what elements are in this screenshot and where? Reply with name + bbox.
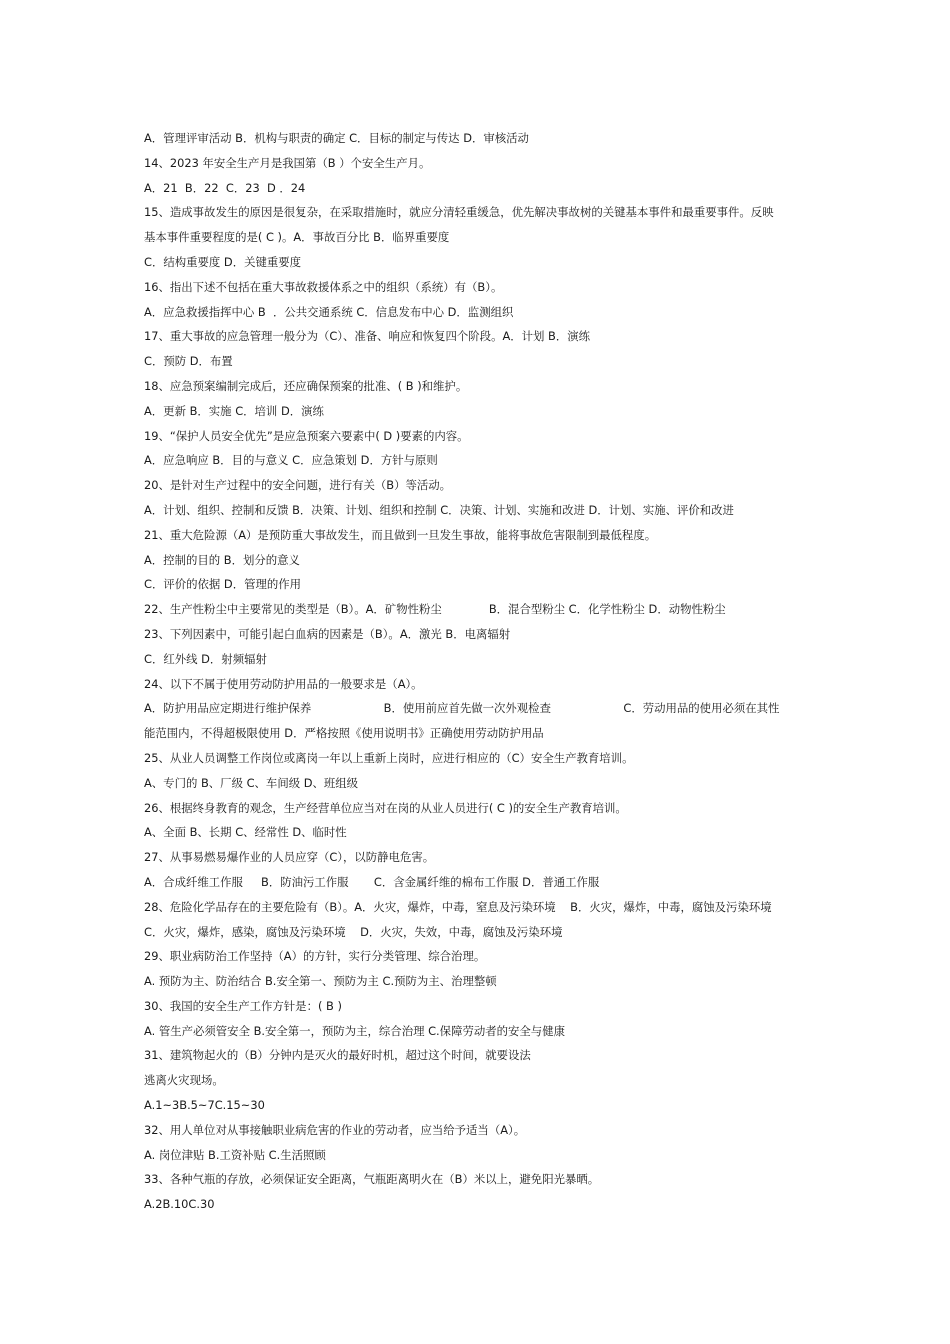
question-33: 33、各种气瓶的存放，必须保证安全距离，气瓶距离明火在（B）米以上，避免阳光暴晒。: [144, 1172, 600, 1187]
answer-options-26: A、全面 B、长期 C、经常性 D、临时性: [144, 825, 347, 840]
question-21: 21、重大危险源（A）是预防重大事故发生，而且做到一旦发生事故，能将事故危害限制到最低程度。: [144, 527, 657, 542]
question-15: 15、造成事故发生的原因是很复杂，在采取措施时，就应分清轻重缓急，优先解决事故树的关键基本事件和最重要事件。反映: [144, 205, 774, 220]
answer-options-23: C．红外线 D．射频辐射: [144, 651, 267, 666]
question-14: 14、2023 年安全生产月是我国第（B ）个安全生产月。: [144, 155, 431, 170]
question-25: 25、从业人员调整工作岗位或离岗一年以上重新上岗时，应进行相应的（C）安全生产教育培训。: [144, 750, 634, 765]
answer-options-24-continued: 能范围内，不得超极限使用 D．严格按照《使用说明书》正确使用劳动防护用品: [144, 726, 544, 741]
answer-options-31: A.1~3B.5~7C.15~30: [144, 1098, 265, 1113]
answer-options-28: C．火灾，爆炸，感染，腐蚀及污染环境 D．火灾，失效，中毒，腐蚀及污染环境: [144, 924, 563, 939]
question-32: 32、用人单位对从事接触职业病危害的作业的劳动者，应当给予适当（A）。: [144, 1122, 526, 1137]
question-31-continued: 逃离火灾现场。: [144, 1073, 224, 1088]
answer-options-19: A．应急响应 B．目的与意义 C．应急策划 D．方针与原则: [144, 453, 438, 468]
document-page: [144, 126, 814, 1217]
answer-options-21: A．控制的目的 B．划分的意义: [144, 552, 300, 567]
answer-options-20: A．计划、组织、控制和反馈 B．决策、计划、组织和控制 C．决策、计划、实施和改进 D．计划、实施、评价和改进: [144, 502, 734, 517]
answer-options-13: A．管理评审活动 B．机构与职责的确定 C．目标的制定与传达 D．审核活动: [144, 131, 529, 145]
answer-options-25: A、专门的 B、厂级 C、车间级 D、班组级: [144, 775, 359, 790]
answer-options-24: A．防护用品应定期进行维护保养 B．使用前应首先做一次外观检查 C．劳动用品的使用必须在其性: [144, 701, 780, 716]
question-24: 24、以下不属于使用劳动防护用品的一般要求是（A）。: [144, 676, 423, 691]
answer-options-27: A．合成纤维工作服 B．防油污工作服 C．含金属纤维的棉布工作服 D．普通工作服: [144, 874, 600, 889]
question-22: 22、生产性粉尘中主要常见的类型是（B）。A．矿物性粉尘 B．混合型粉尘 C．化学性粉尘 D．动物性粉尘: [144, 602, 726, 617]
answer-options-33: A.2B.10C.30: [144, 1197, 215, 1212]
answer-options-14: A．21 B．22 C．23 D ．24: [144, 180, 306, 195]
question-29: 29、职业病防治工作坚持（A）的方针，实行分类管理、综合治理。: [144, 949, 486, 964]
question-19: 19、“保护人员安全优先”是应急预案六要素中( D )要素的内容。: [144, 428, 469, 443]
question-26: 26、根据终身教育的观念，生产经营单位应当对在岗的从业人员进行( C )的安全生产教育培训。: [144, 800, 627, 815]
answer-options-16: A．应急救援指挥中心 B ．公共交通系统 C．信息发布中心 D．监测组织: [144, 304, 514, 319]
answer-options-21-continued: C．评价的依据 D．管理的作用: [144, 577, 302, 592]
answer-options-17: C．预防 D．布置: [144, 354, 233, 369]
question-18: 18、应急预案编制完成后，还应确保预案的批准、( B )和维护。: [144, 378, 468, 393]
answer-options-18: A．更新 B．实施 C．培训 D．演练: [144, 403, 324, 418]
answer-options-29: A. 预防为主、防治结合 B.安全第一、预防为主 C.预防为主、治理整顿: [144, 974, 497, 989]
question-23: 23、下列因素中，可能引起白血病的因素是（B）。A．激光 B．电离辐射: [144, 626, 511, 641]
answer-options-15: C．结构重要度 D．关键重要度: [144, 254, 302, 269]
question-31: 31、建筑物起火的（B）分钟内是灭火的最好时机，超过这个时间，就要设法: [144, 1048, 531, 1063]
question-27: 27、从事易燃易爆作业的人员应穿（C），以防静电危害。: [144, 850, 435, 865]
answer-options-32: A. 岗位津贴 B.工资补贴 C.生活照顾: [144, 1147, 326, 1162]
question-16: 16、指出下述不包括在重大事故救援体系之中的组织（系统）有（B）。: [144, 279, 503, 294]
question-20: 20、是针对生产过程中的安全问题，进行有关（B）等活动。: [144, 478, 452, 493]
question-30: 30、我国的安全生产工作方针是：( B ): [144, 998, 342, 1013]
question-17: 17、重大事故的应急管理一般分为（C）、准备、响应和恢复四个阶段。A．计划 B．演练: [144, 329, 591, 344]
question-15-continued: 基本事件重要程度的是( C )。A．事故百分比 B．临界重要度: [144, 230, 450, 245]
question-28: 28、危险化学品存在的主要危险有（B）。A．火灾，爆炸，中毒，窒息及污染环境 B．火灾，爆炸，中毒，腐蚀及污染环境: [144, 899, 772, 914]
answer-options-30: A. 管生产必须管安全 B.安全第一，预防为主，综合治理 C.保障劳动者的安全与健康: [144, 1023, 565, 1038]
